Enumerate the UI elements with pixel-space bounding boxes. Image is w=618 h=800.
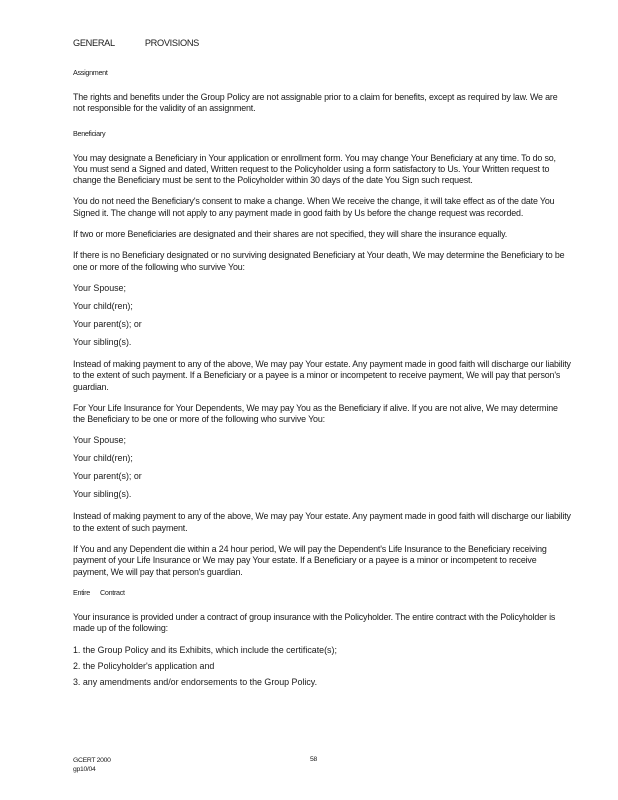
title-general: GENERAL <box>73 38 115 48</box>
list-item: Your sibling(s). <box>73 336 132 347</box>
list-item: Your parent(s); or <box>73 471 142 482</box>
contract-item: 3. any amendments and/or endorsements to the Group Policy. <box>73 676 318 687</box>
beneficiary-paragraph-4: If there is no Beneficiary designated or no surviving designated Beneficiary at Your death, We may determine the Beneficiary to be one or more of the following who survive You: <box>73 250 565 272</box>
beneficiary-heading: Beneficiary <box>73 128 106 138</box>
footer-version-code: gp10/04 <box>73 766 96 773</box>
page-title <box>73 38 571 48</box>
footer-form-code: GCERT 2000 <box>73 757 111 764</box>
survivor-list-1 <box>73 283 571 348</box>
contract-item: 2. the Policyholder's application and <box>73 660 215 671</box>
list-item: Your parent(s); or <box>73 318 142 329</box>
beneficiary-paragraph-8: If You and any Dependent die within a 24 hour period, We will pay the Dependent's Life Insurance to the Beneficiary receiving payment of your Life Insurance or We may pay Your estate. If a Beneficiary or a payee is a minor or incompetent to receive payment, We will pay that person's guardian. <box>73 544 547 577</box>
list-item: Your child(ren); <box>73 453 133 464</box>
footer-code <box>73 756 111 774</box>
heading-entire: Entire <box>73 587 90 597</box>
entire-contract-heading <box>73 588 571 597</box>
beneficiary-paragraph-1: You may designate a Beneficiary in Your application or enrollment form. You may change Your Beneficiary at any time. To do so, You must send a Signed and dated, Written request to the Policyholder using a form satisfactory to Us. Your Written request to change the Beneficiary must be sent to the Policyholder within 30 days of the date You Sign such request. <box>73 152 556 186</box>
beneficiary-paragraph-3: If two or more Beneficiaries are designated and their shares are not specified, they will share the insurance equally. <box>73 229 508 240</box>
list-item: Your Spouse; <box>73 435 126 446</box>
contract-item: 1. the Group Policy and its Exhibits, which include the certificate(s); <box>73 644 337 655</box>
beneficiary-paragraph-6: For Your Life Insurance for Your Dependents, We may pay You as the Beneficiary if alive. If you are not alive, We may determine the Beneficiary to be one or more of the following who survive You: <box>73 402 558 425</box>
entire-contract-paragraph: Your insurance is provided under a contract of group insurance with the Policyholder. The entire contract with the Policyholder is made up of the following: <box>73 611 556 634</box>
list-item: Your Spouse; <box>73 282 126 293</box>
assignment-heading: Assignment <box>73 68 108 77</box>
beneficiary-paragraph-5: Instead of making payment to any of the above, We may pay Your estate. Any payment made in good faith will discharge our liability to the extent of such payment. If a Beneficiary or a payee is a minor or incompetent to receive payment, We will pay that person's guardian. <box>73 358 571 392</box>
list-item: Your sibling(s). <box>73 489 132 500</box>
beneficiary-paragraph-7: Instead of making payment to any of the above, We may pay Your estate. Any payment made in good faith will discharge our liability to the extent of such payment. <box>73 511 571 533</box>
document-page <box>73 38 571 693</box>
beneficiary-paragraph-2: You do not need the Beneficiary's consent to make a change. When We receive the change, it will take effect as of the date You Signed it. The change will not apply to any payment made in good faith by Us before the change request was recorded. <box>73 196 555 218</box>
title-provisions: PROVISIONS <box>144 38 199 48</box>
heading-contract: Contract <box>99 587 125 597</box>
list-item: Your child(ren); <box>73 300 133 311</box>
assignment-paragraph: The rights and benefits under the Group Policy are not assignable prior to a claim for benefits, except as required by law. We are not responsible for the validity of an assignment. <box>73 92 558 114</box>
page-number: 58 <box>310 756 317 763</box>
survivor-list-2 <box>73 435 571 500</box>
